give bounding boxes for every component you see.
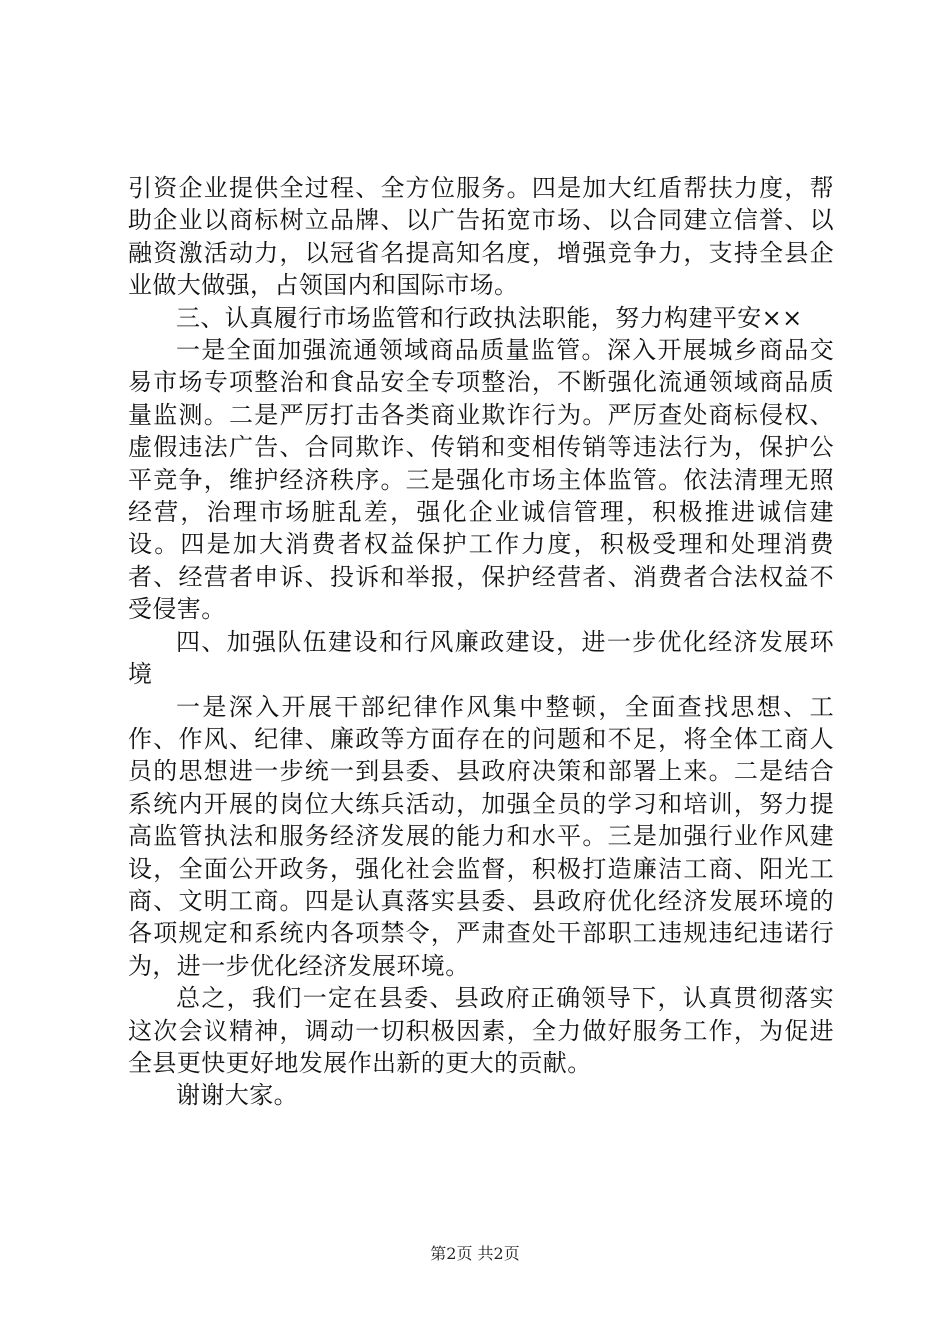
- paragraph-thanks: 谢谢大家。: [176, 1081, 298, 1110]
- section-heading-three: 三、认真履行市场监管和行政执法职能，努力构建平安××: [176, 303, 803, 332]
- paragraph-team-building: 一是深入开展干部纪律作风集中整顿，全面查找思想、工作、作风、纪律、廉政等方面存在的问题和不足，将全体工商人员的思想进一步统一到县委、县政府决策和部署上来。二是结合系统内开展的岗位大练兵活动，加强全员的学习和培训，努力提高监管执法和服务经济发展的能力和水平。三是加强行业作风建设，全面公开政务，强化社会监督，积极打造廉洁工商、阳光工商、文明工商。四是认真落实县委、县政府优化经济发展环境的各项规定和系统内各项禁令，严肃查处干部职工违规违纪违诺行为，进一步优化经济发展环境。: [128, 692, 834, 980]
- paragraph-continuation: 引资企业提供全过程、全方位服务。四是加大红盾帮扶力度，帮助企业以商标树立品牌、以广告拓宽市场、以合同建立信誉、以融资激活动力，以冠省名提高知名度，增强竞争力，支持全县企业做大做强，占领国内和国际市场。: [128, 174, 834, 300]
- document-body: [128, 172, 834, 1112]
- paragraph-market-supervision: 一是全面加强流通领域商品质量监管。深入开展城乡商品交易市场专项整治和食品安全专项整治，不断强化流通领域商品质量监测。二是严厉打击各类商业欺诈行为。严厉查处商标侵权、虚假违法广告、合同欺诈、传销和变相传销等违法行为，保护公平竞争，维护经济秩序。三是强化市场主体监管。依法清理无照经营，治理市场脏乱差，强化企业诚信管理，积极推进诚信建设。四是加大消费者权益保护工作力度，积极受理和处理消费者、经营者申诉、投诉和举报，保护经营者、消费者合法权益不受侵害。: [128, 336, 834, 624]
- page-number-footer: 第2页 共2页: [430, 1244, 520, 1263]
- section-heading-four: 四、加强队伍建设和行风廉政建设，进一步优化经济发展环境: [128, 627, 834, 689]
- paragraph-conclusion: 总之，我们一定在县委、县政府正确领导下，认真贯彻落实这次会议精神，调动一切积极因素，全力做好服务工作，为促进全县更快更好地发展作出新的更大的贡献。: [128, 984, 834, 1077]
